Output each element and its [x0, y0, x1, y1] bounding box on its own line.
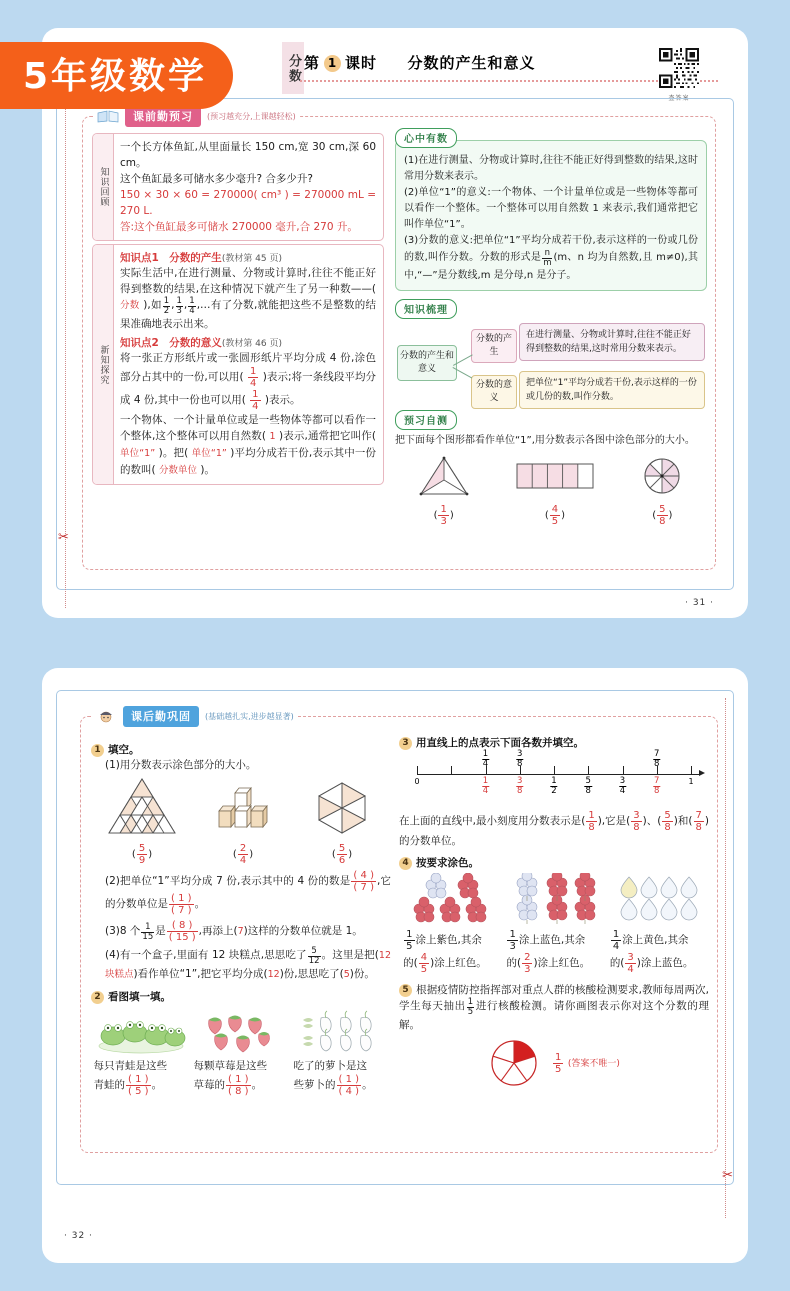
number-line-tick [588, 766, 589, 775]
fraction-5-12: $\frac{5}{12}$ [308, 946, 320, 966]
q5-title-a: 根据疫情防控指挥部对重点人群的核酸检测要求,教师每周两次,学生每天抽出 [399, 984, 709, 1012]
q4-balloons-answer: $\frac{2}{3}$ [524, 952, 531, 975]
q1-shape-triangle [105, 775, 179, 866]
q4-drops-fraction: $\frac{1}{4}$ [612, 929, 620, 952]
lesson-number-badge: 1 [324, 55, 341, 72]
q5-number: 5 [399, 984, 412, 997]
kp2-blank-natural-number: 1 [269, 431, 276, 442]
fraction-1-15: $\frac{1}{15}$ [142, 922, 154, 942]
selftest-answer-2: ( $\frac{4}{5}$ ) [544, 504, 566, 527]
q5-answer-row [399, 1037, 709, 1089]
q3-heading [399, 735, 709, 750]
kp2-blank-unit-one-a: 单位“1” [120, 448, 156, 459]
review-line-2: 这个鱼缸最多可储水多少毫升? 合多少升? [120, 173, 313, 185]
q2-radishes-line1: 吃了的萝卜是这 [293, 1060, 367, 1072]
q2-strawberries-line1: 每颗草莓是这些 [193, 1060, 267, 1072]
right-column [395, 127, 707, 527]
number-line-tick-label: $\frac{5}{8}$ [585, 776, 591, 796]
selftest-answer-3: ( $\frac{5}{8}$ ) [652, 504, 673, 527]
q1-blank-1-7: $\frac{( 1 )}{( 7 )}$ [171, 893, 192, 916]
number-line-tick [554, 766, 555, 775]
q2-item-row [91, 1008, 391, 1097]
q4-drops-line1: $\frac{1}{4}$ 涂上黄色,其余 [612, 929, 689, 952]
q4-balloons-line2: 的( $\frac{2}{3}$ )涂上红色。 [506, 952, 591, 975]
triangle-ninths-icon [105, 775, 179, 837]
q3-number: 3 [399, 737, 412, 750]
qr-code-icon [659, 48, 699, 88]
q2-number: 2 [91, 991, 104, 1004]
qr-caption: 查答案 [668, 95, 690, 102]
q3-text: 在上面的直线中,最小刻度用分数表示是( $\frac{1}{8}$ ),它是( $\frac{3}{8}$ )、( $\frac{5}{8}$ )和( $\frac{7}{8}$ )的分数单位。 [399, 810, 709, 847]
q3-blank-5-8: $\frac{5}{8}$ [664, 810, 671, 833]
kp2-text-a: 将一张正方形纸片或一张圆形纸片平均分成 4 份,涂色部分占其中的一份,可以用( $\frac{1}{4}$ )表示;将一条线段平均分成 4 份,其中一份也可以用( $\frac{1}{4}$ )表示。 [120, 352, 377, 412]
explore-panel-label: 新知探究 [93, 245, 114, 484]
kp2-text-b: 一个物体、一个计量单位或是一些物体等都可以看作一个整体,这个整体可以用自然数( 1 )表示,通常把它叫作( 单位“1” )。把( 单位“1” )平均分成若干份,表示其中一份的数叫( 分数单位 )。 [120, 414, 377, 476]
practice-tag-sub: (基础越扎实,进步越显著) [205, 712, 294, 721]
q3-blank-3-8: $\frac{3}{8}$ [633, 810, 640, 833]
lesson-prefix: 第 [304, 54, 321, 72]
q4-balloons-fraction: $\frac{1}{3}$ [509, 929, 516, 952]
q2-item-radishes [294, 1008, 389, 1097]
mind-p2: (2)单位“1”的意义:一个物体、一个计量单位或是一些物体等都可以看作一个整体。一个整体可以用自然数 1 来表示,我们通常把它叫作单位“1”。 [404, 187, 698, 230]
q1-blank-12-cakes: 12 块糕点 [105, 950, 391, 980]
q2-heading [91, 989, 391, 1004]
kp2-heading: 知识点2 分数的意义(教材第 46 页) [120, 337, 283, 349]
map-section-tag: 知识梳理 [395, 299, 457, 319]
selftest-prompt: 把下面每个图形都看作单位“1”,用分数表示各图中涂色部分的大小。 [395, 435, 695, 446]
map-root-node: 分数的产生和意义 [397, 345, 457, 381]
selftest-shape-triangle [417, 454, 471, 527]
q3-title: 用直线上的点表示下面各数并填空。 [416, 737, 584, 749]
number-line-tick-label: 0 [414, 777, 420, 786]
kp2-blank-fraction-unit: 分数单位 [158, 465, 197, 476]
selftest-shape-bar [514, 454, 596, 527]
explore-body [113, 245, 383, 484]
mind-p3: (3)分数的意义:把单位“1”平均分成若干份,表示这样的一份或几份的数,叫作分数。分数的形式是 $\frac{n}{m}$ (m、n 均为自然数,且 m≠0),其中,“—”是分数线,m 是分母,n 是分子。 [404, 235, 698, 281]
q1-sub3: (3)8 个 $\frac{1}{15}$ 是 $\frac{( 8 )}{( 15 )}$ ,再添上(7)这样的分数单位就是 1。 [105, 920, 363, 943]
q5-answer-note: (答案不唯一) [567, 1058, 620, 1069]
number-line-tick-label: $\frac{3}{4}$ [619, 776, 626, 796]
kp1-source: (教材第 45 页) [221, 254, 283, 264]
preview-section [82, 110, 716, 570]
knowledge-point-1 [120, 250, 376, 332]
q2-item-frogs [94, 1008, 189, 1097]
mind-section-tag: 心中有数 [395, 128, 457, 148]
q1-sub2: (2)把单位“1”平均分成 7 份,表示其中的 4 份的数是 $\frac{( 4 )}{( 7 )}$ ,它的分数单位是 $\frac{( 1 )}{( 7 )}$ 。 [105, 870, 392, 916]
q2-strawberries-answer: $\frac{( 1 )}{( 8 )}$ [228, 1074, 249, 1097]
q1-blank-8-15: $\frac{( 8 )}{( 15 )}$ [168, 920, 196, 943]
mind-section [395, 127, 707, 291]
q4-item-row [399, 873, 709, 975]
q5-answer-fraction: $\frac{1}{5}$ [555, 1051, 562, 1075]
q2-item-strawberries [194, 1008, 289, 1097]
q2-strawberries-line2: 草莓的 $\frac{( 1 )}{( 8 )}$ 。 [193, 1074, 263, 1097]
scissors-icon-2: ✂ [722, 1168, 733, 1183]
q1-blank-7: 7 [237, 926, 244, 937]
number-line-tick-label: $\frac{3}{8}$ [517, 776, 523, 796]
practice-section-tag [91, 706, 298, 727]
review-line-1: 一个长方体鱼缸,从里面量长 150 cm,宽 30 cm,深 60 cm。 [120, 141, 376, 169]
fraction-blank-1: $\frac{1}{4}$ [250, 366, 257, 389]
q3-blank-7-8: $\frac{7}{8}$ [695, 810, 702, 833]
q1-answer-3: ( $\frac{5}{6}$ ) [331, 843, 353, 866]
q1-shape-hexagon [307, 775, 377, 866]
qr-code-block[interactable] [658, 48, 700, 102]
q4-drops-answer: $\frac{3}{4}$ [627, 952, 634, 975]
grade-badge: 5年级数学 [0, 42, 233, 109]
practice-section [80, 710, 718, 1153]
number-line-top-label: $\frac{7}{8}$ [654, 749, 660, 769]
selftest-shape-row [395, 454, 707, 527]
number-line-tick-label: $\frac{1}{4}$ [482, 776, 489, 796]
review-work: 150 × 30 × 60 = 270000( cm³ ) = 270000 mL = 270 L. [120, 189, 376, 217]
q1-sub4: (4)有一个盒子,里面有 12 块糕点,思思吃了 $\frac{5}{12}$ 。这里是把(12 块糕点)看作单位“1”,把它平均分成(12)份,思思吃了(5)份。 [105, 946, 391, 980]
q1-number: 1 [91, 744, 104, 757]
selftest-answer-1: ( $\frac{1}{3}$ ) [433, 504, 454, 527]
q4-balloons-line1: $\frac{1}{3}$ 涂上蓝色,其余 [509, 929, 586, 952]
cut-line-2 [725, 698, 726, 1218]
q4-item-flowers [403, 873, 498, 975]
q1-shape-row [91, 775, 391, 866]
circle-eighths-icon [639, 454, 685, 498]
fraction-1-3: $\frac{1}{3}$ [176, 296, 182, 316]
number-line-tick-label: $\frac{7}{8}$ [654, 776, 660, 796]
selftest-section [395, 409, 707, 527]
cubes-icon [207, 775, 279, 837]
q4-drops-line2: 的( $\frac{3}{4}$ )涂上蓝色。 [609, 952, 694, 975]
number-line-tick [691, 766, 692, 775]
fraction-1-5-q5: $\frac{1}{5}$ [467, 997, 474, 1017]
fraction-1-2: $\frac{1}{2}$ [163, 296, 170, 316]
practice-tag-label: 课后勤巩固 [123, 706, 199, 727]
q4-item-drops [610, 873, 705, 975]
q2-radishes-answer: $\frac{( 1 )}{( 4 )}$ [338, 1074, 360, 1097]
drops-icon [611, 873, 703, 925]
scissors-icon: ✂ [58, 530, 69, 545]
number-line-tick [451, 766, 452, 775]
review-answer: 答:这个鱼缸最多可储水 270000 毫升,合 270 升。 [120, 221, 358, 233]
student-icon [95, 710, 117, 723]
q4-flowers-fraction: $\frac{1}{5}$ [406, 929, 413, 952]
q1-answer-2: ( $\frac{2}{4}$ ) [232, 843, 254, 866]
number-line-tick-label: 1 [688, 777, 694, 786]
preview-section-tag [93, 106, 300, 127]
book-icon [97, 110, 119, 123]
fraction-1-4: $\frac{1}{4}$ [189, 296, 195, 316]
page2-right-column [399, 735, 709, 1089]
fraction-n-over-m: $\frac{n}{m}$ [543, 248, 552, 268]
kp2-source: (教材第 46 页) [221, 339, 283, 349]
q2-frogs-line1: 每只青蛙是这些 [93, 1060, 167, 1072]
knowledge-map [395, 323, 707, 407]
review-panel-label: 知识回顾 [93, 134, 114, 240]
page2-left-column [91, 737, 391, 1097]
radishes-icon [295, 1008, 387, 1054]
review-body [113, 134, 383, 240]
q1-blank-12: 12 [267, 969, 280, 980]
map-section [395, 298, 707, 407]
chapter-side-label: 分数 [282, 42, 304, 94]
q4-number: 4 [399, 857, 412, 870]
strawberries-icon [195, 1008, 287, 1054]
map-node-origin: 分数的产生 [471, 329, 517, 363]
kp2-blank-unit-one-b: 单位“1” [191, 448, 227, 459]
q5-block [399, 982, 709, 1033]
flowers-icon [405, 873, 497, 925]
q2-frogs-answer: $\frac{( 1 )}{( 5 )}$ [128, 1074, 149, 1097]
number-line-arrow [699, 770, 705, 776]
q2-frogs-line2: 青蛙的 $\frac{( 1 )}{( 5 )}$ 。 [93, 1074, 163, 1097]
explore-panel [92, 244, 384, 485]
number-line-tick [623, 766, 624, 775]
lesson-title-text: 分数的产生和意义 [407, 54, 536, 72]
map-detail-meaning: 把单位“1”平均分成若干份,表示这样的一份或几份的数,叫作分数。 [519, 371, 705, 409]
q1-title: 填空。 [108, 744, 140, 756]
page-number: · 31 · [685, 598, 714, 608]
q2-radishes-line2: 些萝卜的 $\frac{( 1 )}{( 4 )}$ 。 [293, 1074, 373, 1097]
q5-title-b: 进行核酸检测。请你画图表示你对这个分数的理解。 [399, 1000, 710, 1031]
selftest-section-tag: 预习自测 [395, 410, 457, 430]
textbook-page-31 [42, 28, 748, 618]
balloon-flowers-icon [508, 873, 600, 925]
circle-fifths-icon [488, 1037, 540, 1089]
textbook-page-32 [42, 668, 748, 1263]
q3-blank-1-8: $\frac{1}{8}$ [588, 810, 595, 833]
mind-section-box [395, 140, 707, 291]
kp1-blank-1: 分数 [120, 300, 140, 311]
lesson-unit: 课时 [345, 54, 378, 72]
preview-tag-sub: (预习越充分,上课越轻松) [207, 112, 296, 121]
q1-heading [91, 742, 391, 757]
bar-fifths-icon [514, 454, 596, 498]
selftest-shape-circle [639, 454, 685, 527]
kp1-text: 实际生活中,在进行测量、分物或计算时,往往不能正好得到整数的结果,在这种情况下就产生了另一种数——( 分数 ),如 $\frac{1}{2}$ , $\frac{1}{3}$ , $\frac{1}{4}$ ,…有了分数,就能把这些不是整数的结果准确地表示出来。 [120, 267, 376, 330]
map-node-meaning: 分数的意义 [471, 375, 517, 409]
number-line-tick [417, 766, 418, 775]
q1-sub1: (1)用分数表示涂色部分的大小。 [105, 759, 257, 771]
q1-shape-cubes [207, 775, 279, 866]
left-column [92, 133, 384, 485]
number-line-top-label: $\frac{1}{4}$ [482, 749, 489, 769]
kp1-heading: 知识点1 分数的产生(教材第 45 页) [120, 252, 283, 264]
number-line [399, 749, 709, 798]
number-line-tick-label: $\frac{1}{2}$ [551, 776, 557, 796]
q4-heading [399, 855, 709, 870]
header-divider [300, 80, 718, 82]
knowledge-point-2 [120, 335, 376, 479]
q4-flowers-answer: $\frac{4}{5}$ [420, 952, 428, 975]
frogs-icon [95, 1008, 187, 1054]
hexagon-sixths-icon [307, 775, 377, 837]
q5-answer-text [552, 1052, 620, 1075]
mind-p1: (1)在进行测量、分物或计算时,往往不能正好得到整数的结果,这时常用分数来表示。 [404, 155, 698, 182]
q4-flowers-line1: $\frac{1}{5}$ 涂上紫色,其余 [406, 929, 482, 952]
review-panel [92, 133, 384, 241]
q1-answer-1: ( $\frac{5}{9}$ ) [131, 843, 153, 866]
page-number-2: · 32 · [64, 1231, 93, 1241]
fraction-blank-2: $\frac{1}{4}$ [252, 389, 259, 412]
q4-title: 按要求涂色。 [416, 857, 479, 869]
q1-blank-4-7: $\frac{( 4 )}{( 7 )}$ [353, 870, 374, 893]
number-line-top-label: $\frac{3}{8}$ [517, 749, 523, 769]
q1-blank-5: 5 [343, 969, 350, 980]
q2-title: 看图填一填。 [108, 991, 171, 1003]
map-detail-origin: 在进行测量、分物或计算时,往往不能正好得到整数的结果,这时常用分数来表示。 [519, 323, 705, 361]
q4-flowers-line2: 的( $\frac{4}{5}$ )涂上红色。 [403, 952, 487, 975]
q4-item-balloons [506, 873, 601, 975]
page-title [304, 52, 536, 73]
preview-tag-label: 课前勤预习 [125, 106, 201, 127]
triangle-thirds-icon [417, 454, 471, 498]
